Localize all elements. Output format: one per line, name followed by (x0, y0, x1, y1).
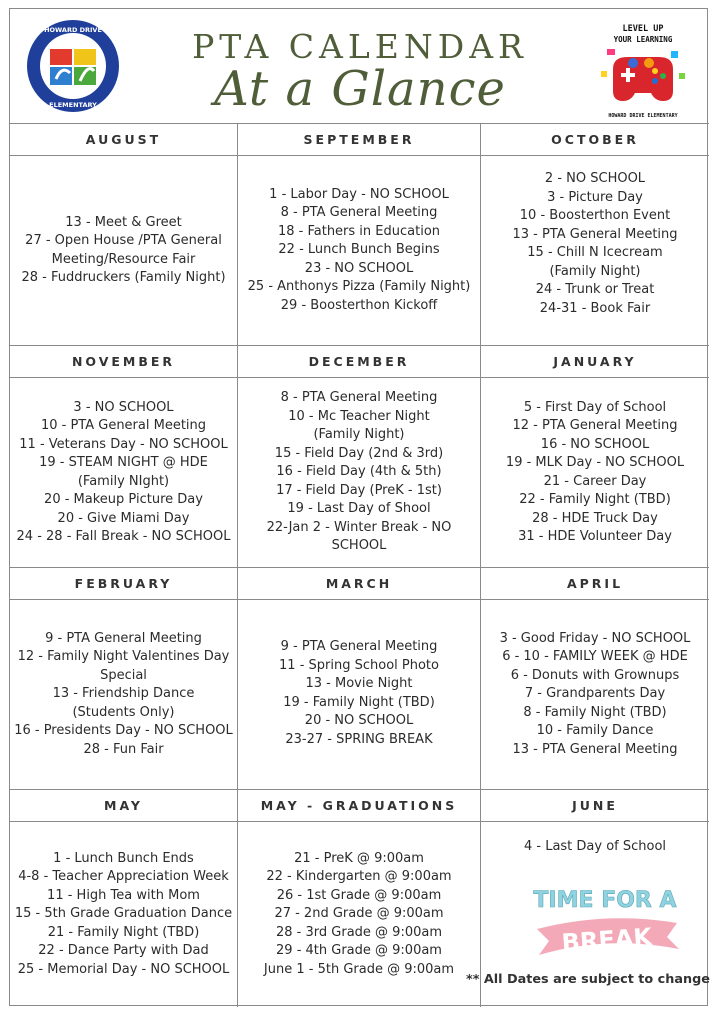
school-logo-text: HOWARD DRIVE (44, 26, 102, 34)
event-item: 11 - Veterans Day - NO SCHOOL (19, 436, 228, 452)
event-item: 13 - PTA General Meeting (512, 741, 678, 757)
month-october-header: OCTOBER (551, 131, 639, 147)
event-item: 19 - Last Day of Shool (287, 501, 431, 517)
event-item: 29 - 4th Grade @ 9:00am (276, 943, 442, 959)
event-item: 8 - PTA General Meeting (280, 390, 438, 406)
event-item: 11 - Spring School Photo (279, 657, 439, 673)
event-item: 28 - HDE Truck Day (532, 510, 658, 526)
event-item: 25 - Memorial Day - NO SCHOOL (17, 961, 230, 977)
event-item: 22 - Kindergarten @ 9:00am (266, 869, 452, 885)
month-august-events (10, 156, 237, 345)
month-june-events (481, 822, 709, 882)
event-item: 29 - Boosterthon Kickoff (280, 297, 438, 313)
event-item: Meeting/Resource Fair (51, 251, 196, 267)
event-item: 10 - Boosterthon Event (519, 208, 671, 223)
event-item: 26 - 1st Grade @ 9:00am (276, 887, 442, 903)
header (10, 9, 709, 123)
month-june-header: JUNE (572, 797, 618, 813)
event-item: 24-31 - Book Fair (539, 300, 651, 316)
event-item: SCHOOL (331, 538, 387, 554)
event-item: 4-8 - Teacher Appreciation Week (18, 869, 229, 885)
event-item: 10 - PTA General Meeting (40, 418, 207, 433)
event-item: 3 - NO SCHOOL (73, 399, 174, 415)
event-item: 17 - Field Day (PreK - 1st) (276, 482, 442, 498)
level-up-line2: YOUR LEARNING (613, 35, 673, 44)
event-item: 19 - MLK Day - NO SCHOOL (505, 455, 685, 470)
event-item: 6 - 10 - FAMILY WEEK @ HDE (502, 649, 688, 665)
event-item: 16 - Presidents Day - NO SCHOOL (14, 723, 233, 739)
month-november-header: NOVEMBER (71, 353, 176, 369)
event-item: 13 - Movie Night (305, 676, 413, 691)
event-item: 28 - Fuddruckers (Family Night) (21, 270, 226, 285)
month-march-events (238, 600, 480, 789)
event-item: (Family Night) (549, 263, 641, 279)
event-item: 13 - Friendship Dance (52, 686, 195, 702)
month-april-header: APRIL (566, 575, 624, 591)
month-may-events (10, 822, 237, 1007)
event-item: 20 - Makeup Picture Day (44, 492, 203, 507)
event-item: 18 - Fathers in Education (277, 223, 441, 239)
event-item: 12 - Family Night Valentines Day (17, 649, 230, 665)
school-logo (26, 19, 120, 113)
event-item: 15 - 5th Grade Graduation Dance (14, 906, 233, 922)
month-february-header: FEBRUARY (74, 575, 173, 591)
event-item: 15 - Chill N Icecream (527, 245, 663, 260)
event-item: 22 - Dance Party with Dad (38, 943, 209, 959)
event-item: 21 - Career Day (543, 473, 647, 489)
event-item: 21 - Family Night (TBD) (47, 924, 200, 940)
page-title: PTA CALENDAR (192, 27, 528, 66)
event-item: June 1 - 5th Grade @ 9:00am (263, 961, 455, 977)
month-may-header: MAY (104, 797, 143, 813)
month-february-events (10, 600, 237, 789)
month-january-events (481, 378, 709, 567)
level-up-logo (593, 21, 693, 121)
event-item: 28 - 3rd Grade @ 9:00am (276, 924, 442, 940)
event-item: 27 - 2nd Grade @ 9:00am (274, 906, 444, 922)
event-item: 19 - Family Night (TBD) (283, 694, 435, 710)
event-item: 6 - Donuts with Grownups (510, 667, 680, 683)
event-item: 25 - Anthonys Pizza (Family Night) (247, 279, 471, 295)
footer-note: ** All Dates are subject to change (466, 972, 710, 987)
event-item: 1 - Lunch Bunch Ends (53, 850, 194, 866)
event-item: 21 - PreK @ 9:00am (294, 850, 424, 866)
event-item: 16 - Field Day (4th & 5th) (276, 464, 442, 480)
event-item: 23 - NO SCHOOL (304, 260, 414, 276)
event-item: (Students Only) (72, 704, 175, 720)
event-item: (Family NIght) (77, 473, 170, 489)
event-item: 15 - Field Day (2nd & 3rd) (274, 445, 444, 461)
event-item: 22 - Lunch Bunch Begins (278, 242, 440, 258)
event-item: Special (100, 667, 147, 683)
event-item: 19 - STEAM NIGHT @ HDE (39, 455, 208, 470)
month-january-header: JANUARY (553, 353, 637, 369)
page-subtitle: At a Glance (214, 61, 506, 117)
event-item: 8 - PTA General Meeting (280, 205, 438, 221)
event-item: 13 - PTA General Meeting (512, 226, 678, 242)
month-september-header: SEPTEMBER (303, 131, 415, 147)
event-item: 3 - Good Friday - NO SCHOOL (499, 630, 691, 646)
month-october-events (481, 156, 709, 345)
level-up-footer: HOWARD DRIVE ELEMENTARY (608, 113, 678, 119)
event-item: 22 - Family Night (TBD) (519, 492, 671, 507)
month-september-events (238, 156, 480, 345)
calendar-frame (9, 8, 708, 1006)
svg-text:ELEMENTARY: ELEMENTARY (49, 101, 97, 109)
event-item: 20 - NO SCHOOL (304, 713, 414, 728)
month-april-events (481, 600, 709, 789)
event-item: 20 - Give Miami Day (57, 510, 190, 526)
month-december-header: DECEMBER (308, 353, 410, 369)
event-item: 27 - Open House /PTA General (25, 233, 222, 248)
time-for-a-break-art (525, 877, 685, 967)
event-item: 10 - Mc Teacher Night (288, 408, 430, 424)
event-item: 31 - HDE Volunteer Day (518, 529, 672, 544)
month-may-graduations-events (238, 822, 480, 1007)
event-item: 10 - Family Dance (536, 723, 654, 739)
event-item: 5 - First Day of School (523, 399, 667, 415)
event-item: 1 - Labor Day - NO SCHOOL (269, 186, 449, 202)
month-august-header: AUGUST (85, 131, 162, 147)
event-item: 9 - PTA General Meeting (280, 639, 438, 654)
event-item: 13 - Meet & Greet (65, 214, 182, 230)
event-item: 24 - Trunk or Treat (535, 282, 655, 297)
event-item: 22-Jan 2 - Winter Break - NO (266, 519, 452, 535)
event-item: 3 - Picture Day (547, 189, 643, 205)
month-december-events (238, 378, 480, 567)
break-art-line2: BREAK (560, 922, 653, 958)
event-item: 11 - High Tea with Mom (47, 887, 200, 903)
event-item: 9 - PTA General Meeting (45, 630, 202, 646)
event-item: 7 - Grandparents Day (524, 686, 666, 702)
event-item: 12 - PTA General Meeting (512, 418, 678, 433)
event-item: 8 - Family Night (TBD) (523, 704, 667, 720)
event-item: 16 - NO SCHOOL (540, 436, 650, 452)
month-march-header: MARCH (325, 575, 393, 591)
event-item: 23-27 - SPRING BREAK (285, 731, 433, 747)
month-may-graduations-header: MAY - GRADUATIONS (260, 797, 458, 813)
level-up-line1: LEVEL UP (622, 24, 664, 34)
event-item: 4 - Last Day of School (523, 839, 667, 854)
break-art-line1: TIME FOR A (533, 888, 677, 913)
event-item: 2 - NO SCHOOL (544, 171, 646, 186)
event-item: 28 - Fun Fair (83, 741, 164, 757)
event-item: (Family Night) (313, 427, 405, 443)
event-item: 24 - 28 - Fall Break - NO SCHOOL (16, 529, 231, 544)
month-november-events (10, 378, 237, 567)
